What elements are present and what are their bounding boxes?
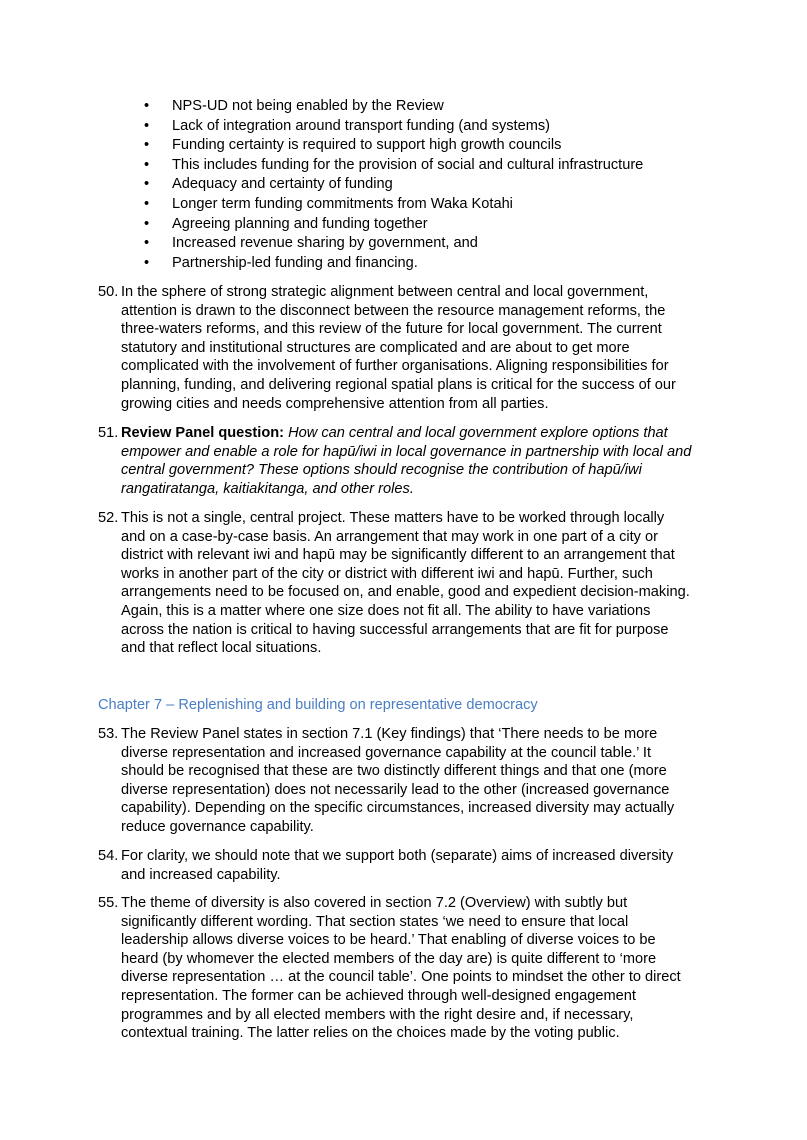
bullet-item: • Funding certainty is required to support high growth councils bbox=[144, 137, 562, 154]
paragraph-53 bbox=[98, 725, 718, 837]
chapter-heading: Chapter 7 – Replenishing and building on representative democracy bbox=[98, 697, 538, 713]
paragraph-text: This is not a single, central project. These matters have to be worked through locally and on a case-by-case basis. An arrangement that may work in one part of a city or district with relevant iwi and hapū may be significantly different to an arrangement that works in another part of the city or district with different iwi and hapū. Further, such arrangements need to be focused on, and enable, good and expedient decision-making. Again, this is a matter where one size does not fit all. The ability to have variations across the nation is critical to having successful arrangements that are fit for purpose and that reflect local situations. bbox=[121, 510, 690, 657]
bullet-item: • Lack of integration around transport funding (and systems) bbox=[144, 117, 551, 134]
bullet-item: • Increased revenue sharing by government, and bbox=[144, 235, 478, 252]
paragraph-52 bbox=[98, 509, 718, 658]
paragraph-text: The Review Panel states in section 7.1 (Key findings) that ‘There needs to be more diverse representation and increased governance capability at the council table.’ It should be recognised that these are two distinctly different things and that one (more diverse representation) does not necessarily lead to the other (increased governance capability). Depending on the specific circumstances, increased diversity may actually reduce governance capability. bbox=[121, 726, 675, 835]
paragraph-number: 55. bbox=[98, 895, 119, 911]
paragraph-54 bbox=[98, 847, 718, 884]
paragraph-number: 54. bbox=[98, 848, 119, 864]
paragraph-number: 50. bbox=[98, 284, 119, 300]
funding-bullet-list bbox=[144, 97, 643, 273]
bullet-item: • Partnership-led funding and financing. bbox=[144, 254, 418, 271]
bullet-item: • Agreeing planning and funding together bbox=[144, 215, 428, 232]
paragraph-number: 53. bbox=[98, 726, 119, 742]
paragraph-55 bbox=[98, 894, 718, 1043]
paragraph-number: 51. bbox=[98, 425, 119, 441]
paragraph-50 bbox=[98, 283, 718, 413]
paragraph-number: 52. bbox=[98, 510, 119, 526]
bullet-item: • NPS-UD not being enabled by the Review bbox=[144, 98, 444, 114]
paragraph-text: Review Panel question: How can central and local government explore options that empower and enable a role for hapū/iwi in local governance in partnership with local and central government? These options should recognise the contribution of hapū/iwi rangatiratanga, kaitiakitanga, and other roles. bbox=[121, 425, 692, 497]
paragraph-51 bbox=[98, 424, 718, 498]
bullet-item: • Adequacy and certainty of funding bbox=[144, 176, 393, 193]
paragraph-text: In the sphere of strong strategic alignment between central and local government, attention is drawn to the disconnect between the resource management reforms, the three-waters reforms, and this review of the future for local government. The current statutory and institutional structures are complicated and are about to get more complicated with the involvement of further organisations. Aligning responsibilities for planning, funding, and delivering regional spatial plans is critical for the success of our growing cities and needs comprehensive attention from all parties. bbox=[121, 284, 676, 412]
review-panel-question-label: Review Panel question: bbox=[121, 425, 285, 441]
paragraph-text: The theme of diversity is also covered in section 7.2 (Overview) with subtly but significantly different wording. That section states ‘we need to ensure that local leadership allows diverse voices to be heard.’ That enabling of diverse voices to be heard (by whomever the elected members of the day are) is quite different to ‘more diverse representation … at the council table’. One points to mindset the other to direct representation. The former can be achieved through well-designed engagement programmes and by all elected members with the right desire and, if necessary, contextual training. The latter relies on the choices made by the voting public. bbox=[121, 895, 681, 1042]
bullet-item: • This includes funding for the provision of social and cultural infrastructure bbox=[144, 156, 644, 173]
paragraph-text: For clarity, we should note that we support both (separate) aims of increased diversity and increased capability. bbox=[121, 848, 674, 883]
bullet-item: • Longer term funding commitments from Waka Kotahi bbox=[144, 195, 513, 212]
